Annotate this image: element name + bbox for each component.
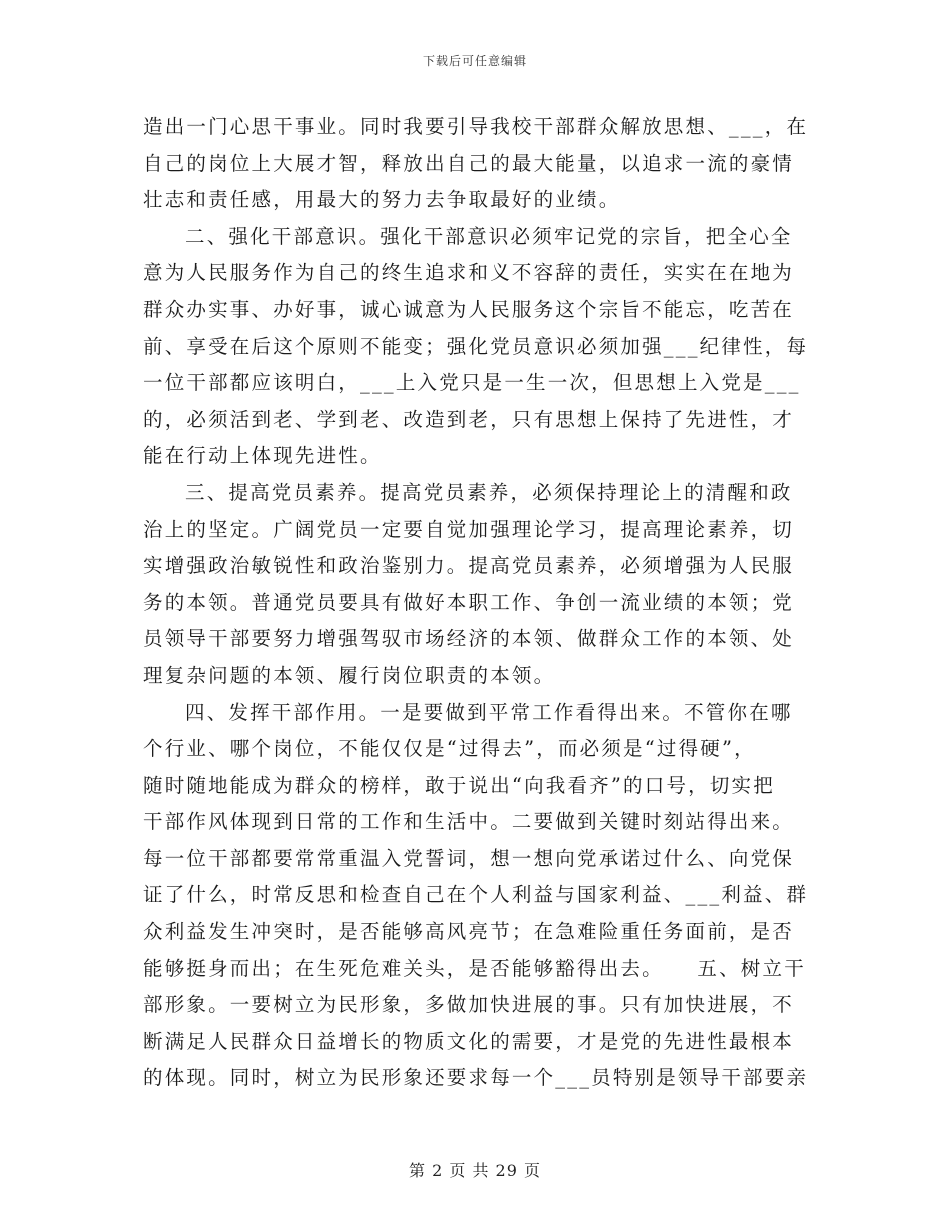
text-line: 壮志和责任感，用最大的努力去争取最好的业绩。 [143, 188, 621, 212]
text-line: 证了什么，时常反思和检查自己在个人利益与国家利益、___利益、群 [143, 883, 809, 907]
text-line: 众利益发生冲突时，是否能够高风亮节；在急难险重任务面前，是否 [143, 920, 795, 944]
text-line: 能够挺身而出；在生死危难关头，是否能够豁得出去。 五、树立干 [143, 956, 806, 980]
text-line: 个行业、哪个岗位，不能仅仅是“过得去”，而必须是“过得硬”， [143, 737, 756, 761]
text-line: 的体现。同时，树立为民形象还要求每一个___员特别是领导干部要亲 [143, 1066, 809, 1090]
document-body [143, 109, 809, 1097]
text-line: 群众办实事、办好事，诚心诚意为人民服务这个宗旨不能忘，吃苦在 [143, 297, 795, 321]
text-line: 部形象。一要树立为民形象，多做加快进展的事。只有加快进展，不 [143, 993, 795, 1017]
text-line: 一位干部都应该明白，___上入党只是一生一次，但思想上入党是___ [143, 371, 801, 395]
text-line: 造出一门心思干事业。同时我要引导我校干部群众解放思想、___，在 [143, 115, 809, 138]
text-line: 的，必须活到老、学到老、改造到老，只有思想上保持了先进性，才 [143, 407, 795, 431]
text-line: 能在行动上体现先进性。 [143, 444, 382, 468]
text-line: 干部作风体现到日常的工作和生活中。二要做到关键时刻站得出来。 [143, 810, 795, 834]
text-line: 前、享受在后这个原则不能变；强化党员意识必须加强___纪律性，每 [143, 334, 809, 358]
text-line: 员领导干部要努力增强驾驭市场经济的本领、做群众工作的本领、处 [143, 627, 795, 651]
paragraph-start-line: 三、提高党员素养。提高党员素养，必须保持理论上的清醒和政 [185, 480, 793, 504]
text-line: 断满足人民群众日益增长的物质文化的需要，才是党的先进性最根本 [143, 1029, 795, 1053]
text-line: 务的本领。普通党员要具有做好本职工作、争创一流业绩的本领；党 [143, 590, 795, 614]
text-line: 随时随地能成为群众的榜样，敢于说出“向我看齐”的口号，切实把 [143, 773, 775, 797]
text-line: 自己的岗位上大展才智，释放出自己的最大能量，以追求一流的豪情 [143, 151, 795, 175]
text-line: 治上的坚定。广阔党员一定要自觉加强理论学习，提高理论素养，切 [143, 517, 795, 541]
text-line: 理复杂问题的本领、履行岗位职责的本领。 [143, 663, 556, 687]
text-line: 意为人民服务作为自己的终生追求和义不容辞的责任，实实在在地为 [143, 261, 795, 285]
paragraph-start-line: 四、发挥干部作用。一是要做到平常工作看得出来。不管你在哪 [185, 700, 793, 724]
text-line: 实增强政治敏锐性和政治鉴别力。提高党员素养，必须增强为人民服 [143, 554, 795, 578]
paragraph-start-line: 二、强化干部意识。强化干部意识必须牢记党的宗旨，把全心全 [185, 224, 793, 248]
page-header: 下载后可任意编辑 [422, 54, 527, 68]
page-number: 第 2 页 共 29 页 [409, 1161, 541, 1180]
text-line: 每一位干部都要常常重温入党誓词，想一想向党承诺过什么、向党保 [143, 846, 795, 870]
